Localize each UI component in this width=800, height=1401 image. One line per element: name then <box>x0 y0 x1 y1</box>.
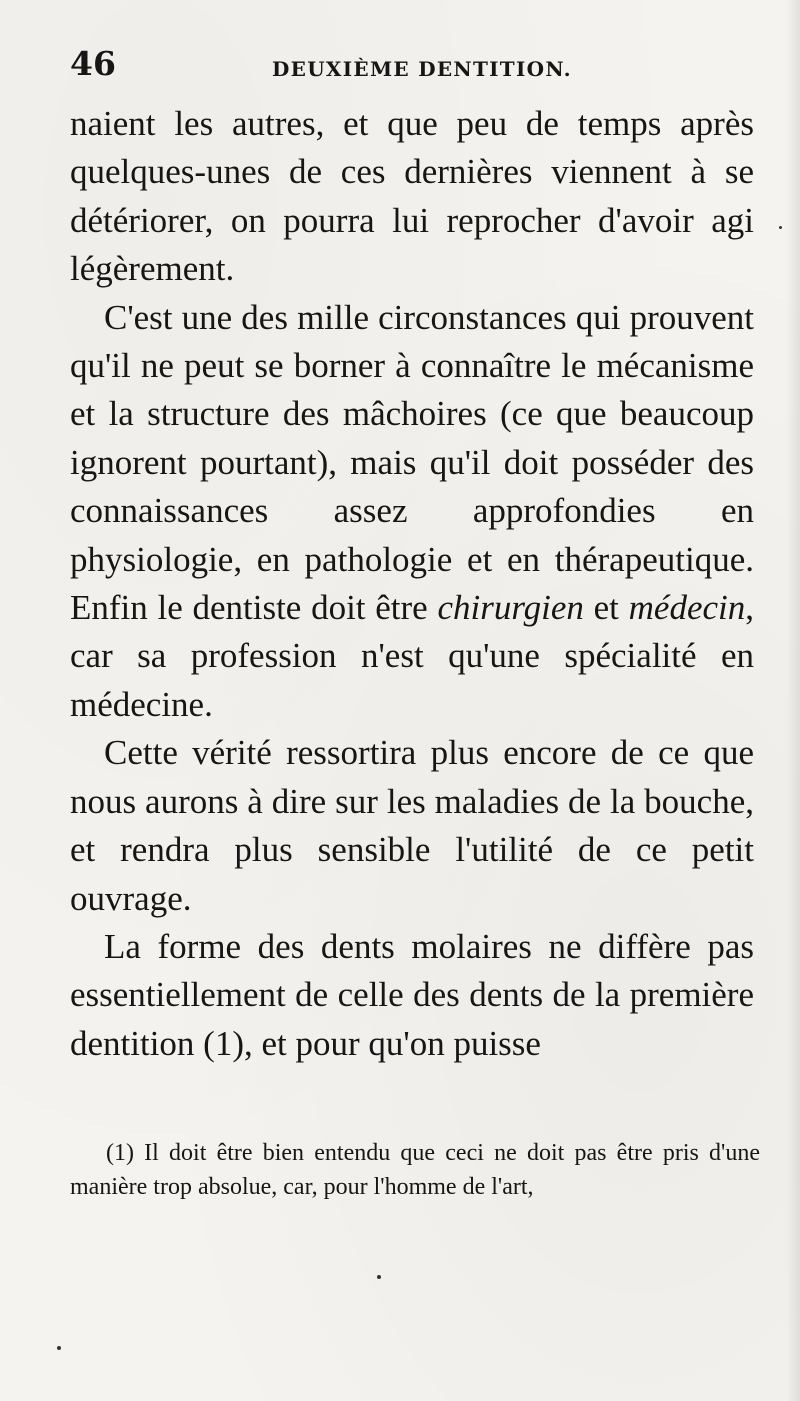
ink-speck <box>377 1275 381 1279</box>
paragraph-4: La forme des dents molaires ne diffère pas essentiellement de celle des dents de la première dentition (1), et pour qu'on puisse <box>70 926 754 1063</box>
paragraph-2 <box>70 294 754 730</box>
paragraph-1: naient les autres, et que peu de temps après quelques-unes de ces dernières viennent à se détériorer, on pourra lui reprocher d'avoir agi légèrement. <box>70 104 754 289</box>
ink-speck <box>779 226 782 229</box>
running-title: DEUXIÈME DENTITION. <box>272 57 572 81</box>
paragraph-3: Cette vérité ressortira plus encore de ce que nous aurons à dire sur les maladies de la bouche, et rendra plus sensible l'utilité de ce petit ouvrage. <box>70 733 754 918</box>
paragraph-2-text-a: C'est une des mille circonstances qui prouvent qu'il ne peut se borner à connaître le mécanisme et la structure des mâchoires (ce que beaucoup ignorent pourtant), mais qu'il doit posséder des connaissances assez approfondies en physiologie, en pathologie et en thérapeutique. Enfin le dentiste doit être <box>70 297 754 628</box>
footnote <box>70 1136 760 1204</box>
paragraph-2-text-b: et <box>583 588 629 628</box>
paragraph-2-text-c: , car sa profession n'est qu'une spécialité en médecine. <box>70 588 754 724</box>
footnote-text: (1) Il doit être bien entendu que ceci ne doit pas être pris d'une manière trop absolue, car, pour l'homme de l'art, <box>70 1140 760 1200</box>
ink-speck <box>57 1346 61 1350</box>
italic-medecin: médecin <box>628 588 746 628</box>
italic-chirurgien: chirurgien <box>437 588 584 628</box>
page-edge-shadow <box>786 0 800 1401</box>
page-number: 46 <box>70 44 116 83</box>
body-text <box>70 100 754 1068</box>
page-header <box>70 44 760 94</box>
